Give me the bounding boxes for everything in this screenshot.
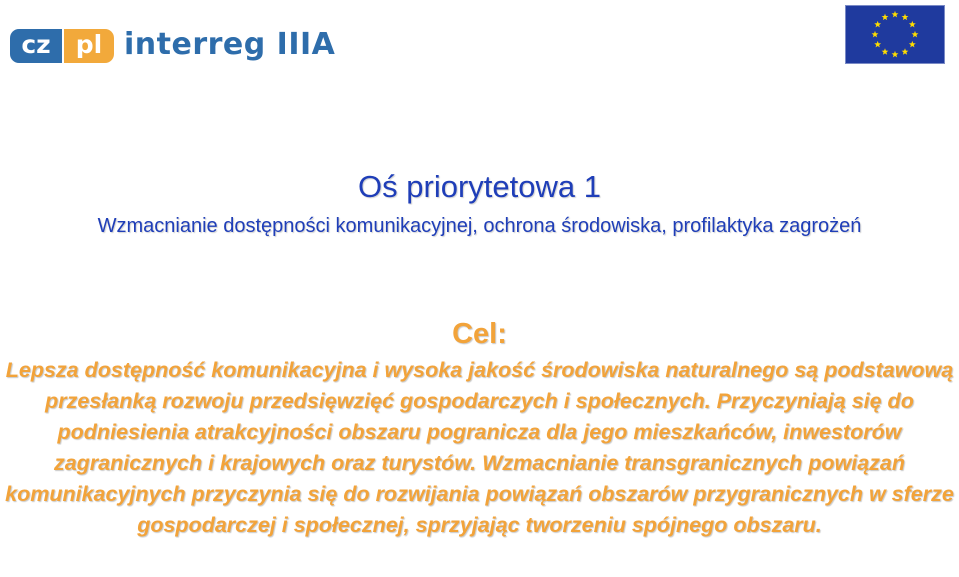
goal-text: Lepsza dostępność komunikacyjna i wysoka jakość środowiska naturalnego są podstawową przesłanką rozwoju przedsięwzięć gospodarczych i społecznych. Przyczyniają się do podniesienia atrakcyjności obszaru pogranicza dla jego mieszkańców, inwestorów zagranicznych i krajowych oraz turystów. Wzmacnianie transgranicznych powiązań komunikacyjnych przyczynia się do rozwijania powiązań obszarów przygranicznych w sferze gospodarczej i społecznej, sprzyjając tworzeniu spójnego obszaru.	[5, 358, 954, 537]
eu-star-icon	[902, 14, 909, 21]
eu-stars	[846, 6, 944, 63]
eu-star-icon	[909, 21, 916, 28]
eu-star-icon	[902, 48, 909, 55]
goal-label: Cel:	[452, 318, 507, 350]
eu-star-icon	[882, 14, 889, 21]
page-subtitle: Wzmacnianie dostępności komunikacyjnej, ochrona środowiska, profilaktyka zagrożeń	[97, 215, 862, 237]
eu-star-icon	[882, 48, 889, 55]
eu-flag-icon	[845, 5, 945, 64]
logo-pl-box: pl	[64, 29, 114, 63]
eu-star-icon	[872, 31, 879, 38]
eu-star-icon	[909, 41, 916, 48]
eu-star-icon	[874, 41, 881, 48]
eu-star-icon	[892, 11, 899, 18]
page-title: Oś priorytetowa 1	[358, 169, 601, 204]
eu-star-icon	[912, 31, 919, 38]
logo-cz-box: cz	[10, 29, 62, 63]
eu-star-icon	[892, 51, 899, 58]
eu-star-icon	[874, 21, 881, 28]
logo-wordmark: interreg IIIA	[124, 26, 336, 62]
interreg-logo	[10, 26, 335, 66]
